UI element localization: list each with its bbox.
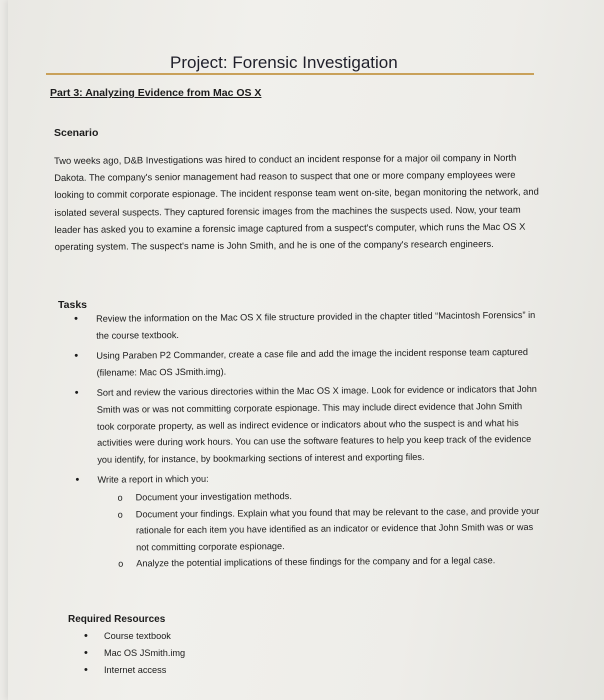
part-heading: Part 3: Analyzing Evidence from Mac OS X <box>50 87 262 99</box>
subtask-item: o Document your investigation methods. <box>98 486 540 506</box>
report-subtasks-list <box>98 486 541 573</box>
resources-list <box>78 628 185 679</box>
task-item: • Using Paraben P2 Commander, create a case file and add the image the incident response team captured (filename: Mac OS JSmith.img). <box>68 344 538 381</box>
subtask-item: o Analyze the potential implications of these findings for the company and for a legal case. <box>98 552 540 572</box>
resource-item: • Mac OS JSmith.img <box>78 645 185 662</box>
task-item: • Review the information on the Mac OS X file structure provided in the chapter titled “Macintosh Forensics” in the course textbook. <box>68 307 538 344</box>
tasks-list <box>68 307 540 577</box>
task-item: • Sort and review the various directories within the Mac OS X image. Look for evidence or indicators that John Smith was or was not committing corporate espionage. This may include direct evidence that John Smith took corporate property, as well as indirect evidence or indicators about who the suspect is and what his activities were during work hours. You can use the software features to help you keep track of the evidence you identify, for instance, by bookmarking sections of interest and exporting files. <box>69 381 540 468</box>
resources-heading: Required Resources <box>68 614 166 625</box>
tasks-heading: Tasks <box>58 299 87 311</box>
task-item: • Write a report in which you: o Document your investigation methods. o Document your findings. Explain what you found that may be relevant to the case, and provide your rationale for each item you have identified as an indicator or evidence that John Smith was or was not committing corporate espionage. o Analyze the potential implications of these findings for the company and for a legal case. <box>69 468 540 573</box>
page-title: Project: Forensic Investigation <box>170 53 398 72</box>
title-divider <box>46 73 534 75</box>
scenario-paragraph: Two weeks ago, D&B Investigations was hired to conduct an incident response for a major oil company in North Dakota. The company's senior management had reason to suspect that one or more company employees were looking to commit corporate espionage. The incident response team went on-site, began monitoring the network, and isolated several suspects. They captured forensic images from the machines the suspects used. Now, your team leader has asked you to examine a forensic image captured from a suspect's computer, which runs the Mac OS X operating system. The suspect's name is John Smith, and he is one of the company's research engineers. <box>54 151 539 253</box>
subtask-item: o Document your findings. Explain what you found that may be relevant to the case, and provide your rationale for each item you have identified as an indicator or evidence that John Smith was or was not committing corporate espionage. <box>98 502 540 556</box>
resource-item: • Course textbook <box>78 628 185 645</box>
scenario-heading: Scenario <box>54 127 99 139</box>
document-page <box>8 0 604 700</box>
resource-item: • Internet access <box>78 662 185 679</box>
